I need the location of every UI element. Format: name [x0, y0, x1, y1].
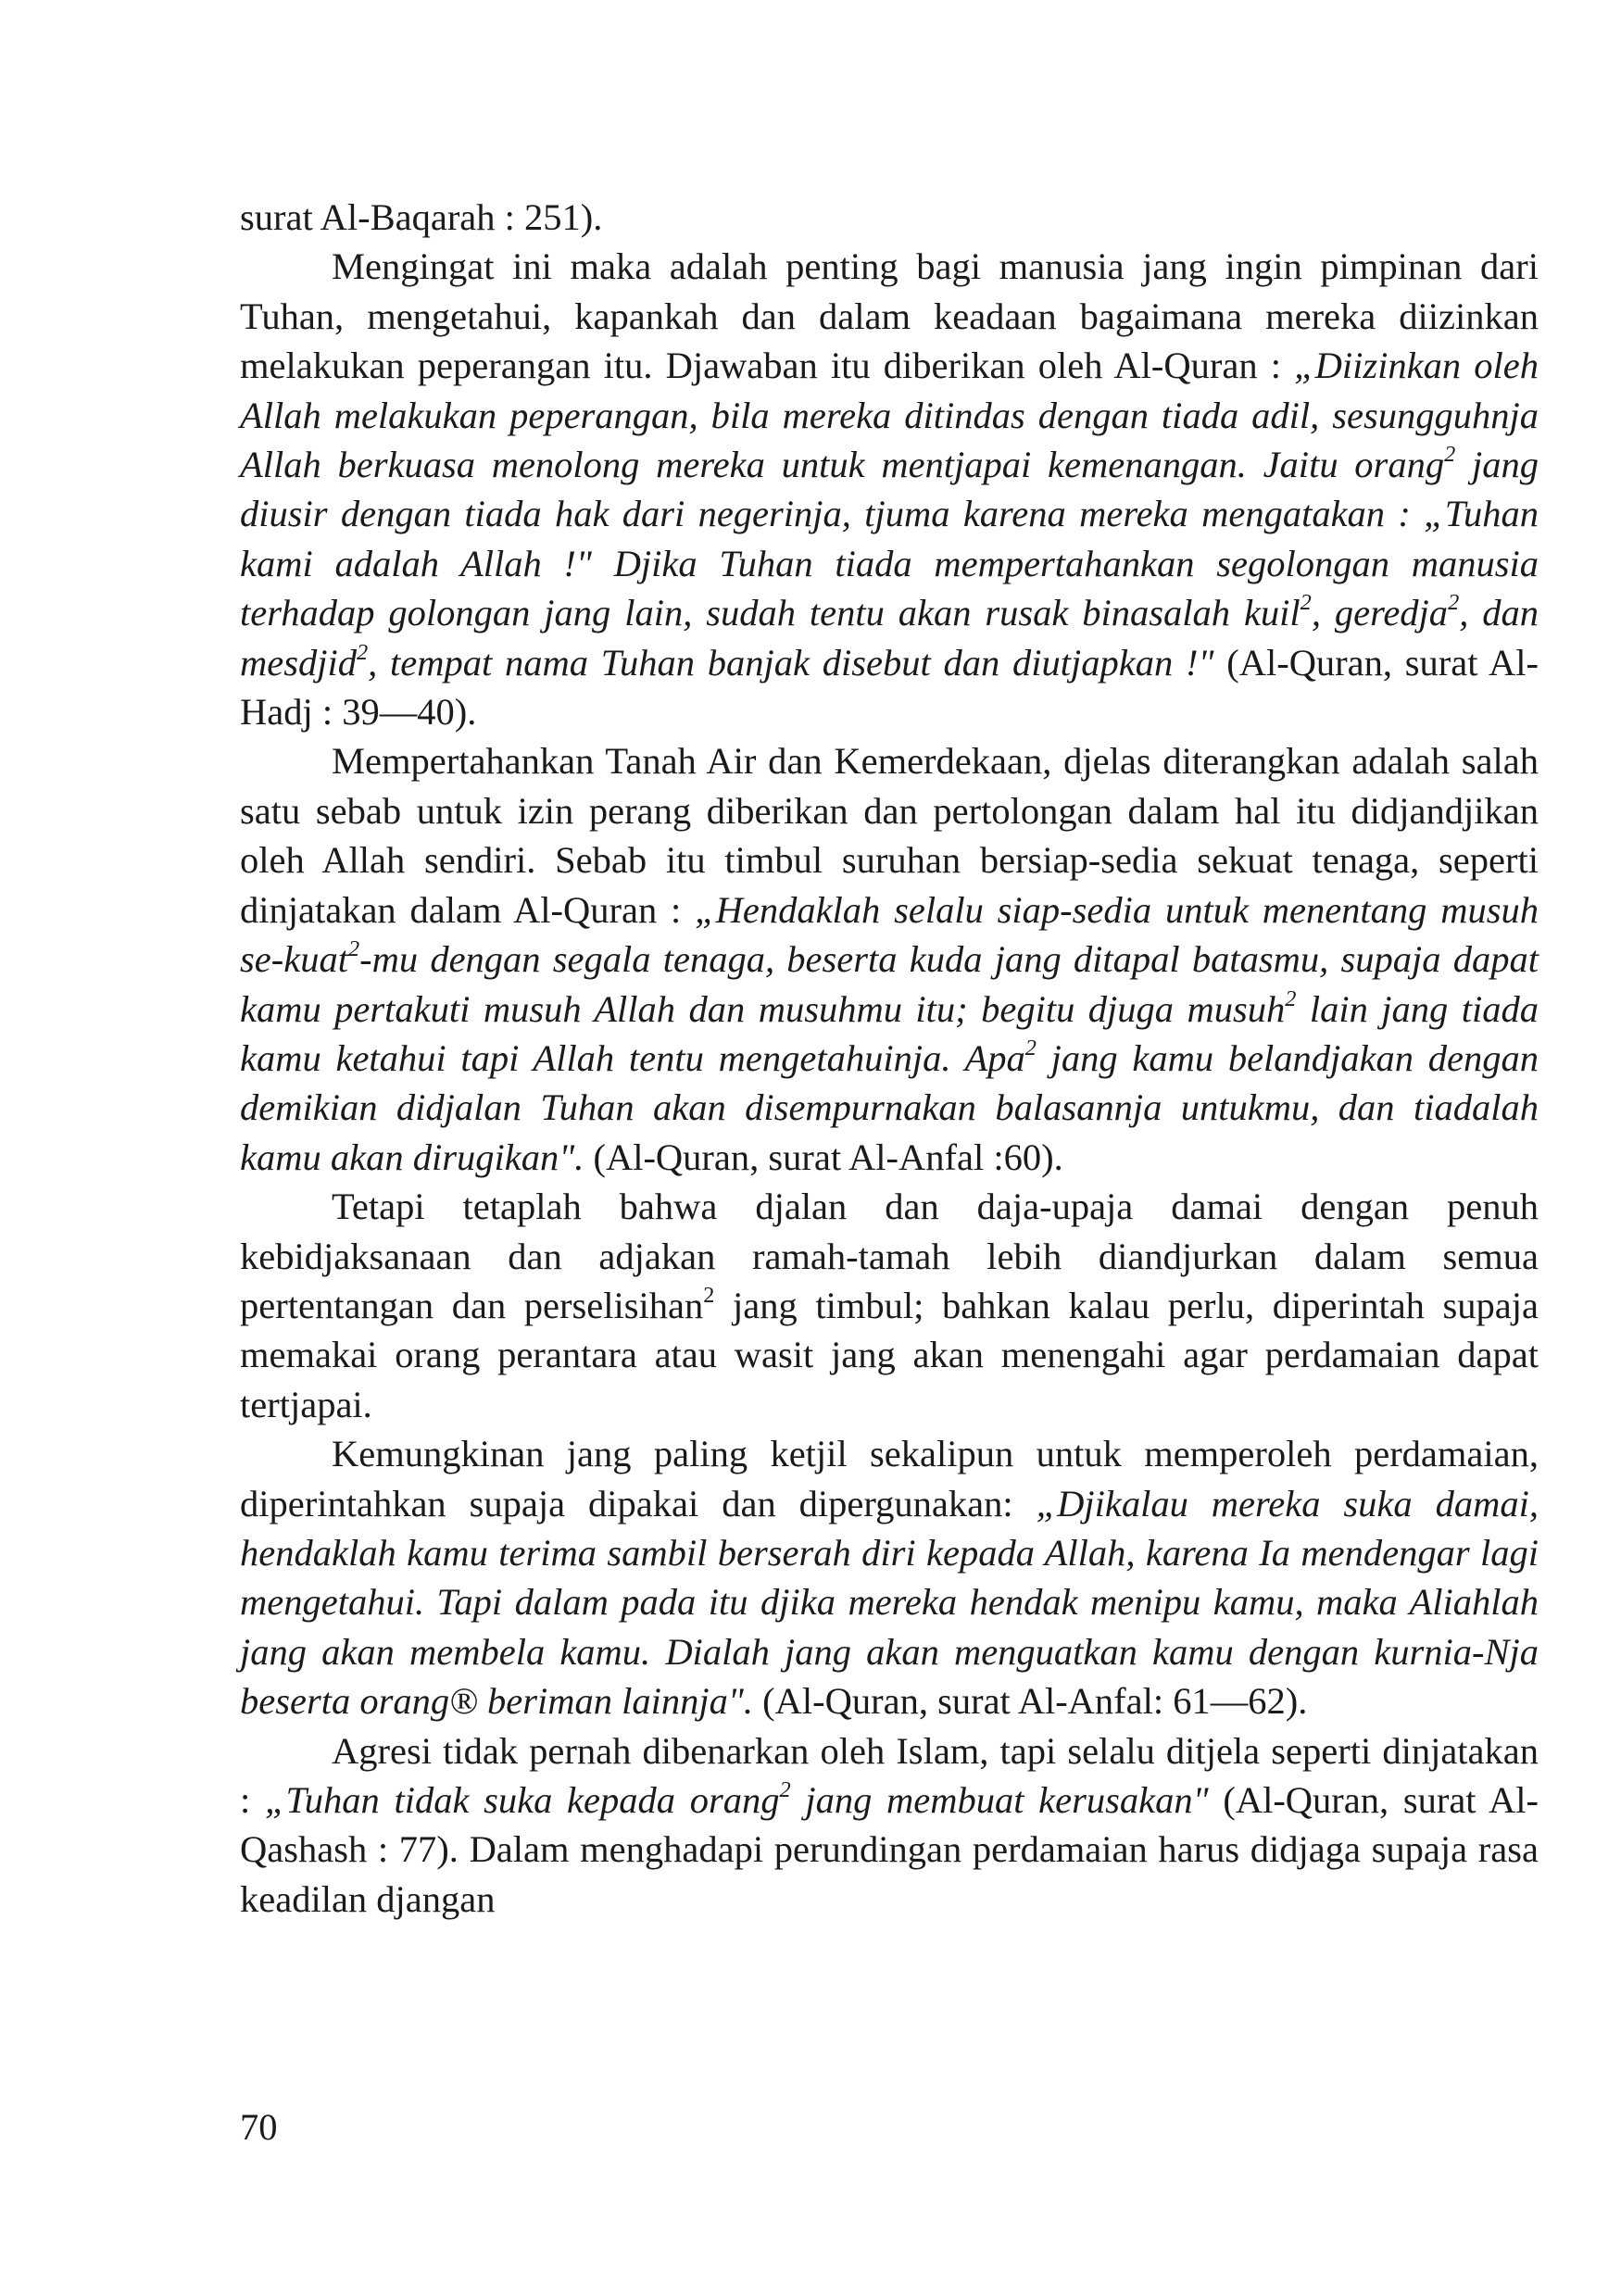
paragraph [240, 242, 1539, 736]
paragraph-text: Tetapi tetaplah bahwa djalan dan daja-upaja damai dengan penuh kebidjaksanaan dan adjakan ramah-tamah lebih diandjurkan dalam semua pertentangan dan perselisihan [240, 1186, 1539, 1326]
quote-text: lain jang tiada kamu ketahui tapi Allah tentu mengetahuinja. Apa [240, 987, 1539, 1079]
reduplication-mark: 2 [1300, 590, 1312, 616]
reduplication-mark: 2 [1024, 1035, 1037, 1060]
reduplication-mark: 2 [1448, 590, 1460, 616]
quran-quote: „Djikalau mereka suka damai, hendaklah kamu terima sambil berserah diri kepada Allah, karena Ia mendengar lagi mengetahui. Tapi dalam pada itu djika mereka hendak menipu kamu, maka Aliahlah jang akan membela kamu. Dialah jang akan menguatkan kamu dengan kurnia-Nja beserta orang® beriman lainnja". [240, 1482, 1539, 1723]
quote-text: „Tuhan tidak suka kepada orang [264, 1779, 780, 1821]
quote-text: „Diizinkan oleh Allah melakukan peperangan, bila mereka ditindas dengan tiada adil, sesungguhnja Allah berkuasa menolong mereka untuk mentjapai kemenangan. Jaitu orang [240, 345, 1539, 486]
quote-text: , geredja [1311, 592, 1449, 634]
reduplication-mark: 2 [1444, 442, 1456, 468]
citation: (Al-Quran, surat Al-Anfal: 61—62). [753, 1680, 1308, 1723]
quote-text: , tempat nama Tuhan banjak disebut dan diutjapkan !" [368, 641, 1214, 684]
paragraph-text: Kemungkinan jang paling ketjil sekalipun untuk memperoleh perdamaian, diperintahkan supaja dipakai dan dipergunakan: [240, 1433, 1539, 1524]
quote-text: , dan mesdjid [240, 592, 1539, 684]
paragraph-text: Agresi tidak pernah dibenarkan oleh Islam, tapi selalu ditjela seperti dinjatakan : [240, 1729, 1539, 1821]
paragraph [240, 1182, 1539, 1429]
quran-quote [240, 345, 1539, 683]
paragraph [240, 1726, 1539, 1925]
paragraph-text: (Al-Quran, surat Al-Qashash : 77). Dalam menghadapi perundingan perdamaian harus didjaga supaja rasa keadilan djangan [240, 1779, 1539, 1920]
paragraph [240, 1429, 1539, 1725]
quran-quote [265, 1779, 1209, 1821]
paragraph-text: jang timbul; bahkan kalau perlu, diperintah supaja memakai orang perantara atau wasit jang akan menengahi agar perdamaian dapat tertjapai. [240, 1284, 1539, 1425]
quran-quote [240, 889, 1539, 1178]
reduplication-mark: 2 [1285, 985, 1297, 1011]
page-number: 70 [240, 2106, 278, 2148]
quote-text: jang diusir dengan tiada hak dari negerinja, tjuma karena mereka mengatakan : „Tuhan kami adalah Allah !" Djika Tuhan tiada mempertahankan segolongan manusia terhadap golongan jang lain, sudah tentu akan rusak binasalah kuil [240, 444, 1539, 634]
citation: (Al-Quran, surat Al-Hadj : 39—40). [240, 641, 1539, 734]
paragraph-text: surat Al-Baqarah : 251). [240, 196, 603, 238]
paragraph-text: Mempertahankan Tanah Air dan Kemerdekaan, djelas diterangkan adalah salah satu sebab untuk izin perang diberikan dan pertolongan dalam hal itu didjandjikan oleh Allah sendiri. Sebab itu timbul suruhan bersiap-sedia sekuat tenaga, seperti dinjatakan dalam Al-Quran : [240, 740, 1539, 931]
reduplication-mark: 2 [357, 639, 369, 665]
quote-text: jang membuat kerusakan" [790, 1779, 1209, 1821]
quote-text: -mu dengan segala tenaga, beserta kuda jang ditapal batasmu, supaja dapat kamu pertakuti musuh Allah dan musuhmu itu; begitu djuga musuh [240, 938, 1539, 1030]
paragraph-continuation [240, 193, 1539, 242]
quote-text: jang kamu belandjakan dengan demikian didjalan Tuhan akan disempurnakan balasannja untukmu, dan tiadalah kamu akan dirugikan". [240, 1036, 1539, 1178]
quote-text: „Hendaklah selalu siap-sedia untuk menentang musuh se-kuat [240, 888, 1539, 981]
paragraph [240, 736, 1539, 1182]
reduplication-mark: 2 [703, 1283, 715, 1309]
citation: (Al-Quran, surat Al-Anfal :60). [584, 1135, 1063, 1178]
paragraph-text: Mengingat ini maka adalah penting bagi manusia jang ingin pimpinan dari Tuhan, mengetahui, kapankah dan dalam keadaan bagaimana mereka diizinkan melakukan peperangan itu. Djawaban itu diberikan oleh Al-Quran : [240, 245, 1539, 387]
reduplication-mark: 2 [779, 1777, 791, 1803]
reduplication-mark: 2 [347, 936, 360, 962]
body-text [240, 193, 1539, 1924]
